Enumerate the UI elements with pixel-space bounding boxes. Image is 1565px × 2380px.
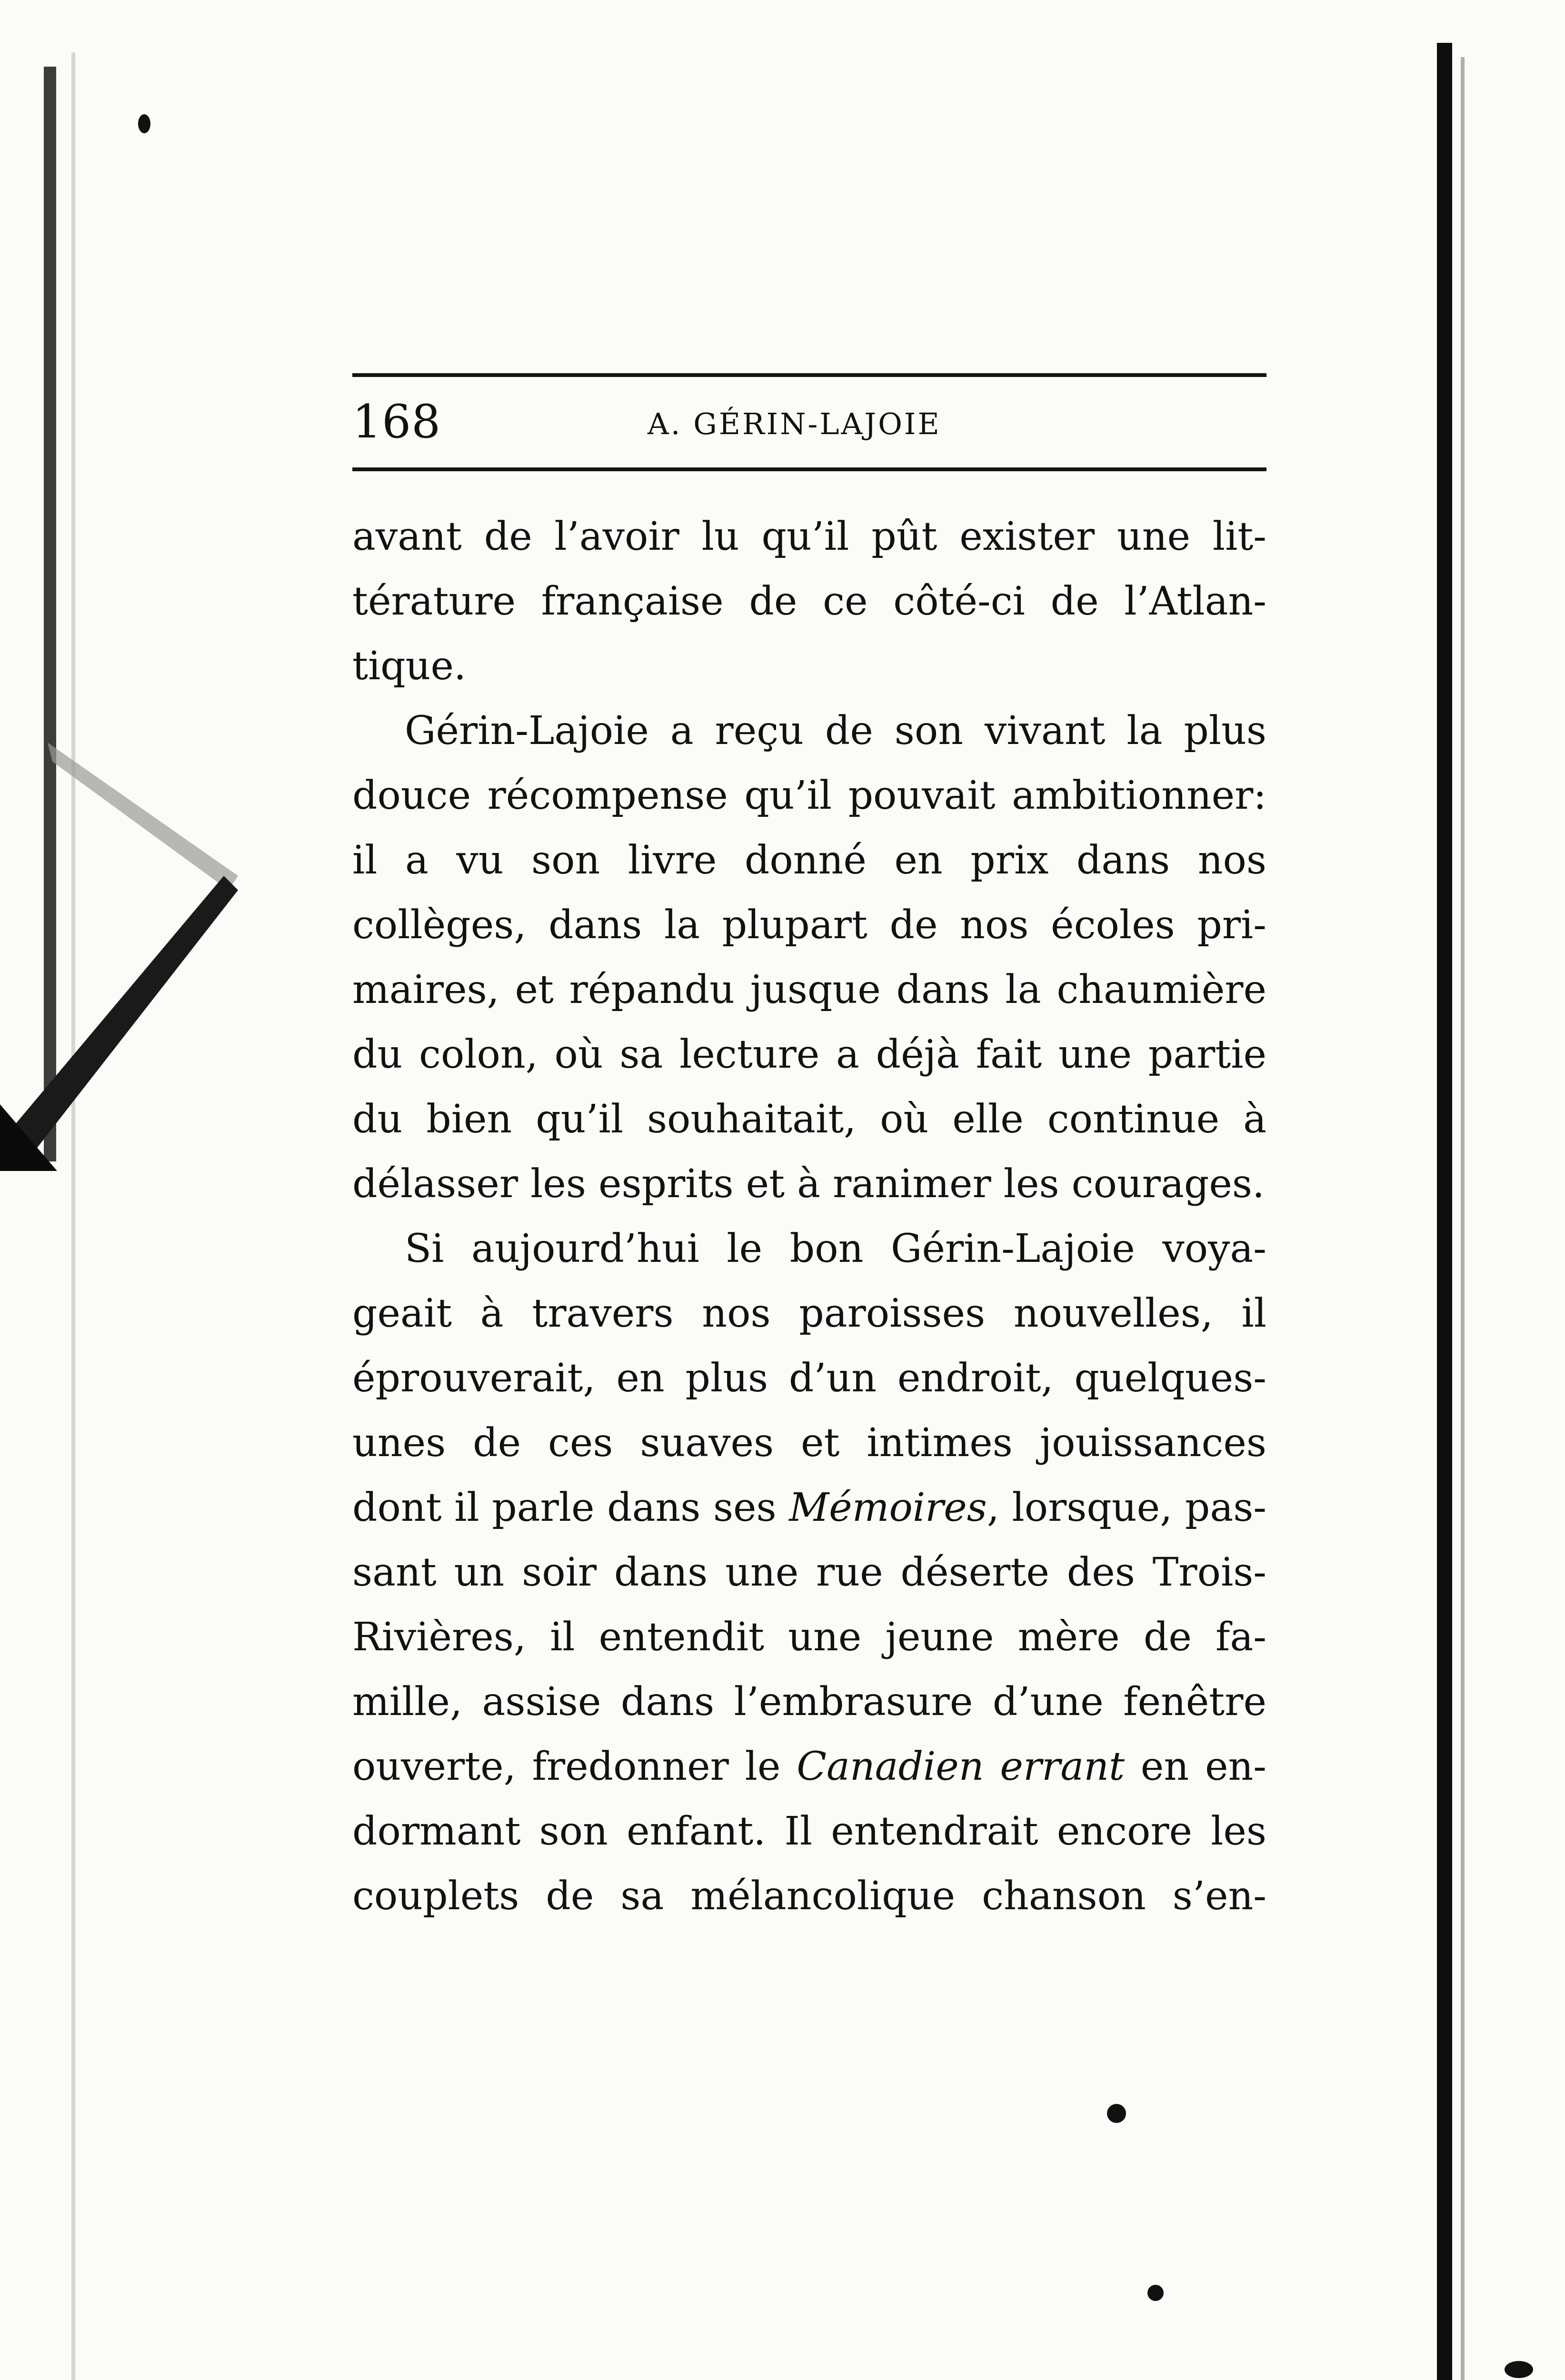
text-line: maires, et répandu jusque dans la chaumière: [352, 967, 1266, 1012]
text-line: unes de ces suaves et intimes jouissances: [352, 1420, 1266, 1466]
header-rule-bottom: [352, 467, 1266, 471]
text-line: mille, assise dans l’embrasure d’une fenêtre: [352, 1679, 1266, 1725]
text-line: éprouverait, en plus d’un endroit, quelques-: [352, 1356, 1266, 1401]
text-line: sant un soir dans une rue déserte des Trois-: [352, 1550, 1266, 1595]
running-head: A. GÉRIN-LAJOIE: [648, 407, 941, 441]
text-line: Si aujourd’hui le bon Gérin-Lajoie voya-: [405, 1226, 1266, 1271]
text-run: dont il parle dans ses: [352, 1485, 789, 1530]
text-line: Rivières, il entendit une jeune mère de fa-: [352, 1615, 1266, 1660]
scan-left-shadow: [71, 52, 75, 2380]
text-line: [352, 1735, 1266, 1799]
text-line: douce récompense qu’il pouvait ambitionner:: [352, 773, 1266, 818]
ink-speck: [1505, 2361, 1533, 2378]
text-line: térature française de ce côté-ci de l’Atlan-: [352, 579, 1266, 624]
text-line: tique.: [352, 644, 467, 689]
ink-speck: [1107, 2104, 1126, 2123]
text-line: du bien qu’il souhaitait, où elle continue à: [352, 1097, 1266, 1142]
book-page: [352, 367, 1286, 1937]
ink-speck: [1147, 2285, 1164, 2301]
page-number: 168: [352, 395, 441, 448]
text-line: avant de l’avoir lu qu’il pût exister une lit-: [352, 514, 1266, 559]
text-line: collèges, dans la plupart de nos écoles pri-: [352, 902, 1266, 948]
text-line: Gérin-Lajoie a reçu de son vivant la plus: [405, 708, 1266, 754]
page-header: [352, 395, 1266, 452]
scan-right-shadow: [1461, 57, 1465, 2380]
ink-speck: [138, 114, 150, 133]
text-line: il a vu son livre donné en prix dans nos: [352, 838, 1266, 883]
text-run: en en-: [1125, 1744, 1266, 1789]
scan-right-binding: [1437, 43, 1452, 2380]
text-line: délasser les esprits et à ranimer les courages.: [352, 1161, 1265, 1207]
text-line: [352, 1476, 1266, 1540]
text-run: , lorsque, pas-: [987, 1485, 1266, 1530]
song-title-italic: Canadien errant: [797, 1744, 1125, 1789]
text-run: ouverte, fredonner le: [352, 1744, 797, 1789]
text-line: couplets de sa mélancolique chanson s’en-: [352, 1874, 1266, 1919]
text-line: du colon, où sa lecture a déjà fait une partie: [352, 1032, 1266, 1077]
scan-fold-shadow: [0, 733, 248, 1171]
header-rule-top: [352, 373, 1266, 377]
body-text: [352, 505, 1266, 1929]
text-line: dormant son enfant. Il entendrait encore les: [352, 1809, 1266, 1854]
text-line: geait à travers nos paroisses nouvelles, il: [352, 1291, 1266, 1336]
book-title-italic: Mémoires: [789, 1485, 987, 1530]
